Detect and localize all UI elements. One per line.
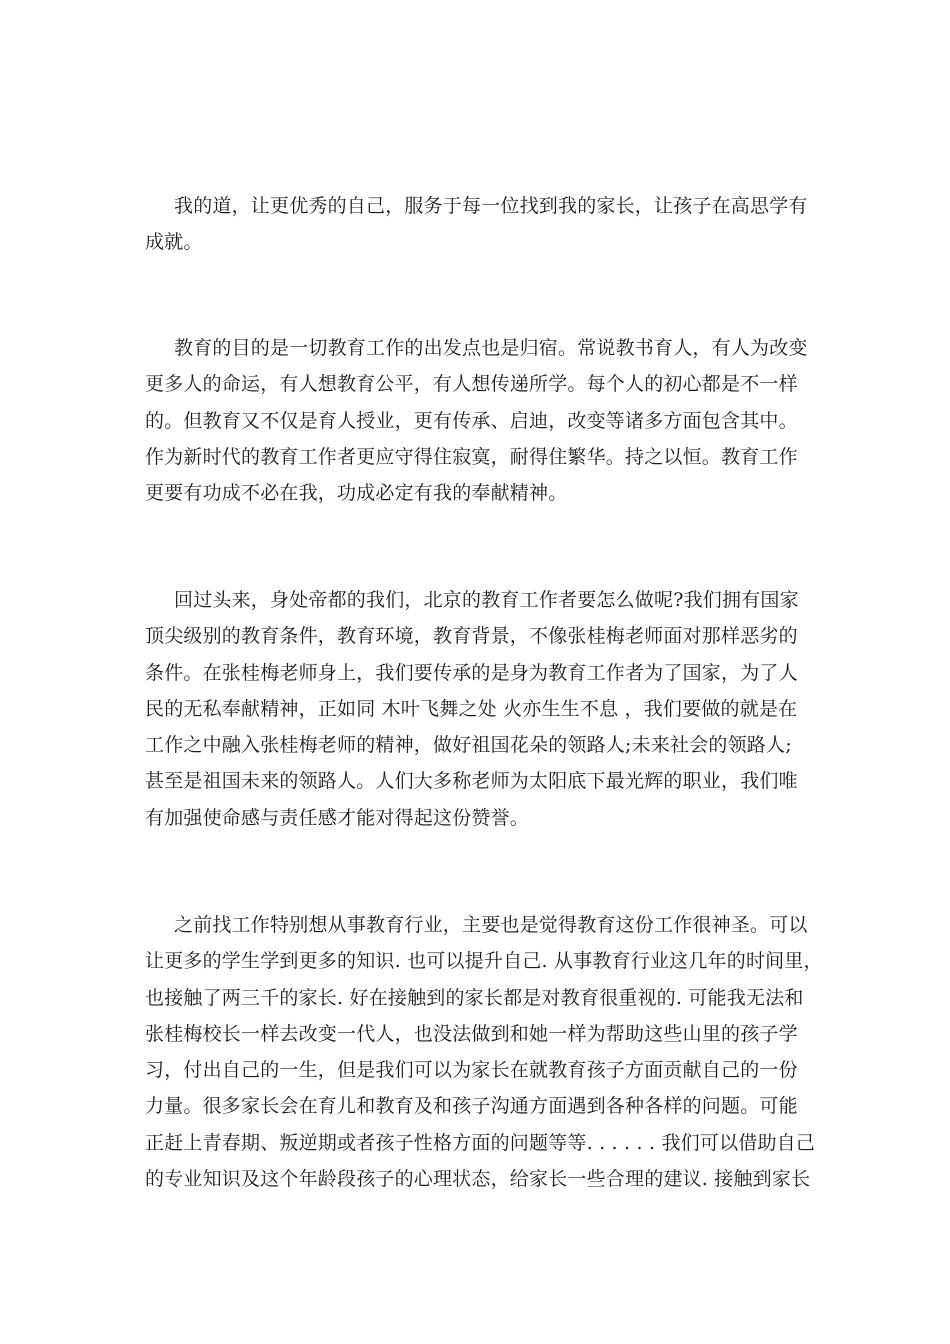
paragraph-line: 也接触了两三千的家长. 好在接触到的家长都是对教育很重视的. 可能我无法和 (145, 986, 804, 1009)
paragraph-1 (145, 188, 810, 261)
paragraph-line: 成就。 (145, 231, 203, 254)
paragraph-line: 顶尖级别的教育条件，教育环境，教育背景，不像张桂梅老师面对那样恶劣的 (145, 625, 798, 648)
paragraph-line: 民的无私奉献精神，正如同 木叶飞舞之处 火亦生生不息 ，我们要做的就是在 (145, 697, 798, 720)
paragraph-line: 我的道，让更优秀的自己，服务于每一位找到我的家长，让孩子在高思学有 (174, 195, 808, 217)
paragraph-line: 之前找工作特别想从事教育行业，主要也是觉得教育这份工作很神圣。可以 (174, 914, 808, 936)
paragraph-line: 更多人的命运，有人想教育公平，有人想传递所学。每个人的初心都是不一样 (145, 373, 798, 396)
paragraph-3 (145, 582, 810, 836)
paragraph-line: 张桂梅校长一样去改变一代人，也没法做到和她一样为帮助这些山里的孩子学 (145, 1022, 798, 1045)
paragraph-line: 的。但教育又不仅是育人授业，更有传承、启迪，改变等诸多方面包含其中。 (145, 409, 798, 432)
paragraph-line: 习，付出自己的一生，但是我们可以为家长在就教育孩子方面贡献自己的一份 (145, 1059, 798, 1082)
paragraph-line: 有加强使命感与责任感才能对得起这份赞誉。 (145, 806, 530, 829)
paragraph-2 (145, 330, 810, 511)
paragraph-line: 的专业知识及这个年龄段孩子的心理状态，给家长一些合理的建议. 接触到家长 (145, 1168, 811, 1191)
paragraph-line: 工作之中融入张桂梅老师的精神，做好祖国花朵的领路人;未来社会的领路人; (145, 734, 792, 757)
paragraph-line: 力量。很多家长会在育儿和教育及和孩子沟通方面遇到各种各样的问题。可能 (145, 1095, 798, 1118)
paragraph-line: 回过头来，身处帝都的我们，北京的教育工作者要怎么做呢?我们拥有国家 (174, 589, 799, 611)
paragraph-line: 让更多的学生学到更多的知识. 也可以提升自己. 从事教育行业这几年的时间里， (145, 950, 823, 973)
paragraph-4 (145, 907, 823, 1197)
paragraph-line: 作为新时代的教育工作者更应守得住寂寞，耐得住繁华。持之以恒。教育工作 (145, 445, 798, 468)
paragraph-line: 正赶上青春期、叛逆期或者孩子性格方面的问题等等. . . . . . 我们可以借助自己 (145, 1131, 816, 1154)
paragraph-line: 甚至是祖国未来的领路人。人们大多称老师为太阳底下最光辉的职业，我们唯 (145, 770, 798, 793)
paragraph-line: 教育的目的是一切教育工作的出发点也是归宿。常说教书育人，有人为改变 (174, 337, 808, 359)
paragraph-line: 更要有功成不必在我，功成必定有我的奉献精神。 (145, 482, 568, 505)
paragraph-line: 条件。在张桂梅老师身上，我们要传承的是身为教育工作者为了国家，为了人 (145, 661, 798, 684)
